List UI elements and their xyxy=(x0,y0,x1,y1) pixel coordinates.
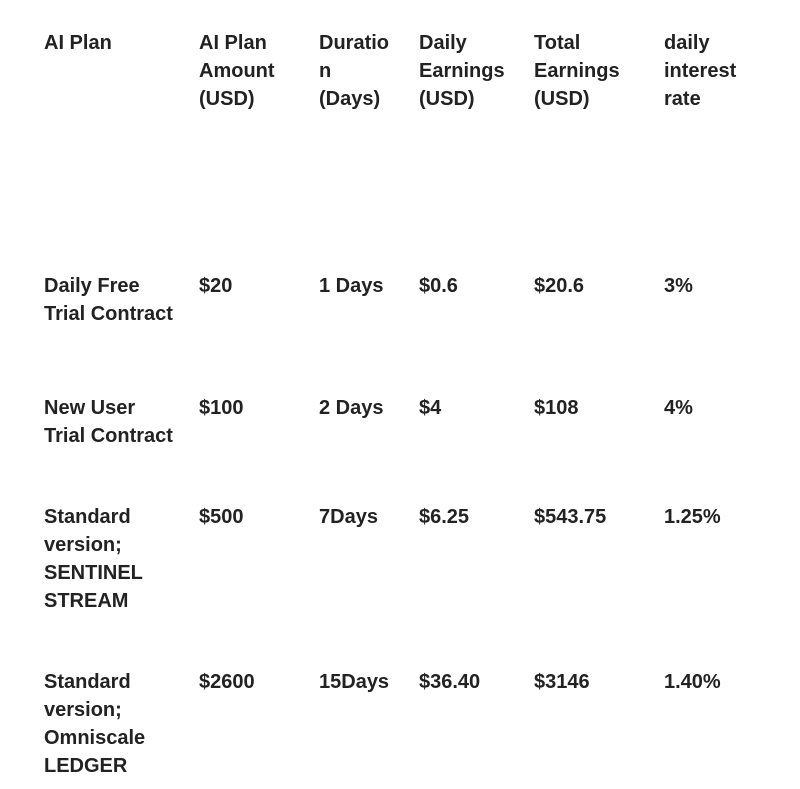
plan-amount: $100 xyxy=(199,397,244,419)
plan-daily-rate: 1.40% xyxy=(664,671,721,693)
plan-daily-earnings: $6.25 xyxy=(419,506,470,528)
plan-name: Standard version; Omniscale LEDGER xyxy=(44,671,146,777)
plan-duration: 2 Days xyxy=(319,397,384,419)
header-ai-plan: AI Plan xyxy=(44,32,112,54)
plan-daily-rate: 1.25% xyxy=(664,506,721,528)
plan-duration: 15Days xyxy=(319,671,390,693)
plan-daily-rate: 4% xyxy=(664,397,693,419)
plan-total-earnings: $543.75 xyxy=(534,506,607,528)
header-daily-earnings: Daily Earnings (USD) xyxy=(419,32,505,110)
plan-daily-earnings: $36.40 xyxy=(419,671,481,693)
plan-total-earnings: $20.6 xyxy=(534,275,585,297)
plan-duration: 7Days xyxy=(319,506,378,528)
plan-daily-earnings: $0.6 xyxy=(419,275,458,297)
plan-duration: 1 Days xyxy=(319,275,384,297)
header-daily-rate: daily interest rate xyxy=(664,32,737,110)
plan-amount: $500 xyxy=(199,506,244,528)
header-amount: AI Plan Amount (USD) xyxy=(199,32,275,110)
plan-name: Daily Free Trial Contract xyxy=(44,275,173,325)
plan-amount: $20 xyxy=(199,275,233,297)
header-total-earnings: Total Earnings (USD) xyxy=(534,32,620,110)
plan-total-earnings: $108 xyxy=(534,397,579,419)
plan-daily-earnings: $4 xyxy=(419,397,442,419)
plan-amount: $2600 xyxy=(199,671,255,693)
plan-total-earnings: $3146 xyxy=(534,671,590,693)
plan-daily-rate: 3% xyxy=(664,275,693,297)
plan-name: Standard version; SENTINEL STREAM xyxy=(44,506,143,612)
header-duration: Duratio n (Days) xyxy=(319,32,389,110)
plan-name: New User Trial Contract xyxy=(44,397,173,447)
